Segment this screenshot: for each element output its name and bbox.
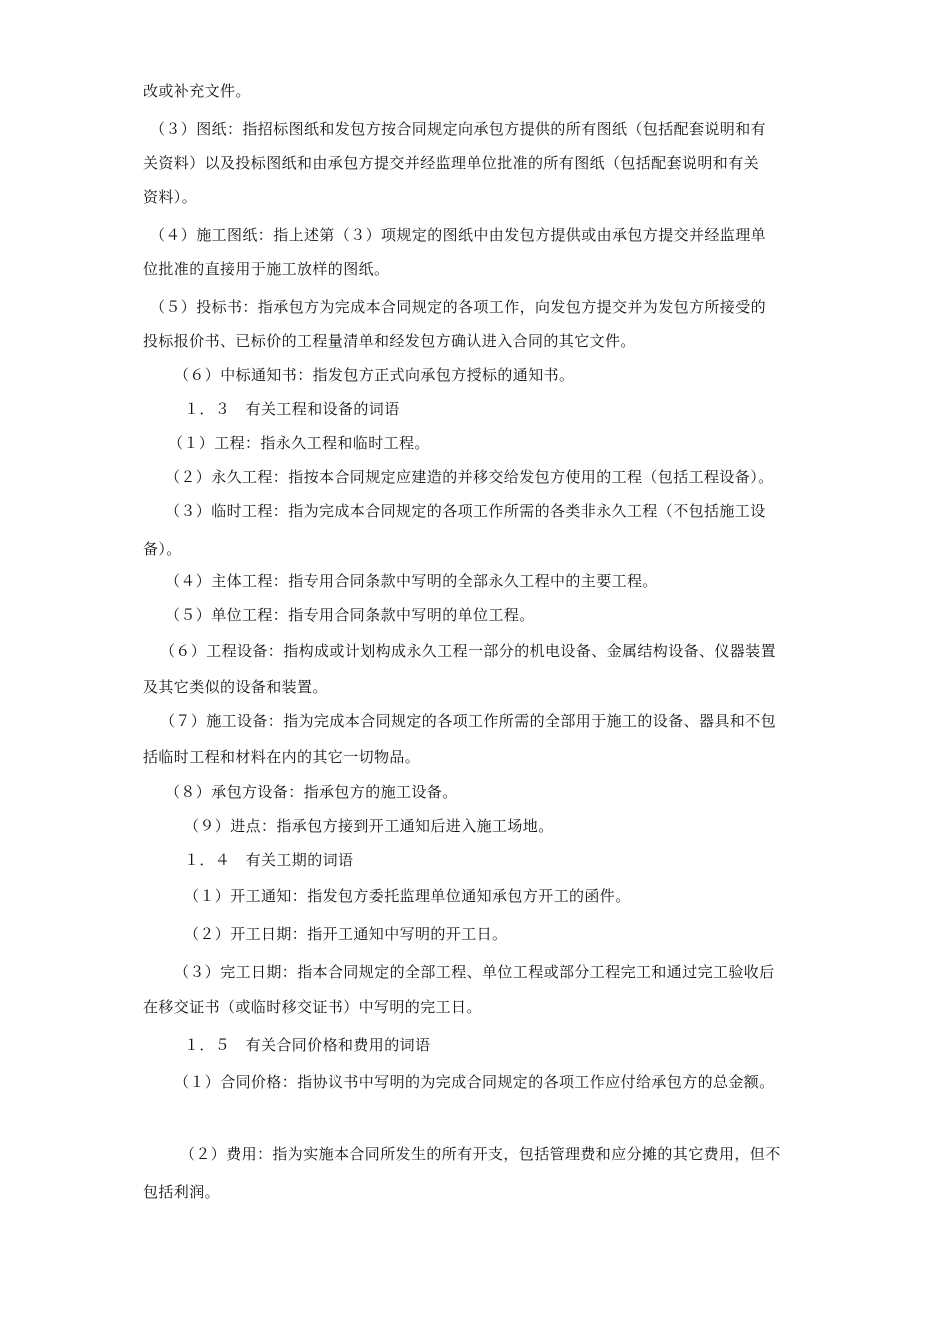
text-line: （６）中标通知书：指发包方正式向承包方授标的通知书。 (174, 366, 575, 384)
text-line: 备）。 (143, 540, 182, 558)
text-line: 资料）。 (143, 188, 198, 206)
text-line: （２）永久工程：指按本合同规定应建造的并移交给发包方使用的工程（包括工程设备）。 (165, 468, 774, 486)
text-line: 投标报价书、已标价的工程量清单和经发包方确认进入合同的其它文件。 (143, 332, 636, 350)
text-line: 在移交证书（或临时移交证书）中写明的完工日。 (143, 998, 482, 1016)
text-line: （１）合同价格：指协议书中写明的为完成合同规定的各项工作应付给承包方的总金额。 (174, 1073, 775, 1091)
text-line: 关资料）以及投标图纸和由承包方提交并经监理单位批准的所有图纸（包括配套说明和有关 (143, 154, 760, 172)
text-line: （５）投标书：指承包方为完成本合同规定的各项工作，向发包方提交并为发包方所接受的 (150, 298, 767, 316)
text-line: （３）图纸：指招标图纸和发包方按合同规定向承包方提供的所有图纸（包括配套说明和有 (150, 120, 767, 138)
text-line: 改或补充文件。 (143, 82, 251, 100)
text-line: 括临时工程和材料在内的其它一切物品。 (143, 748, 421, 766)
text-line: 包括利润。 (143, 1183, 221, 1201)
text-line: （１）开工通知：指发包方委托监理单位通知承包方开工的函件。 (184, 887, 631, 905)
text-line: （２）开工日期：指开工通知中写明的开工日。 (184, 925, 508, 943)
text-line: 及其它类似的设备和装置。 (143, 678, 328, 696)
text-line: （８）承包方设备：指承包方的施工设备。 (165, 783, 458, 801)
text-line: （３）临时工程：指为完成本合同规定的各项工作所需的各类非永久工程（不包括施工设 (165, 502, 766, 520)
text-line: （４）施工图纸：指上述第（３）项规定的图纸中由发包方提供或由承包方提交并经监理单 (150, 226, 767, 244)
text-line: （５）单位工程：指专用合同条款中写明的单位工程。 (165, 606, 535, 624)
text-line: （３）完工日期：指本合同规定的全部工程、单位工程或部分工程完工和通过完工验收后 (174, 963, 775, 981)
text-line: 位批准的直接用于施工放样的图纸。 (143, 260, 390, 278)
text-line: （４）主体工程：指专用合同条款中写明的全部永久工程中的主要工程。 (165, 572, 658, 590)
text-line: （１）工程：指永久工程和临时工程。 (168, 434, 430, 452)
section-heading: １．５ 有关合同价格和费用的词语 (184, 1036, 431, 1054)
text-line: （７）施工设备：指为完成本合同规定的各项工作所需的全部用于施工的设备、器具和不包 (160, 712, 777, 730)
section-heading: １．３ 有关工程和设备的词语 (184, 400, 400, 418)
text-line: （２）费用：指为实施本合同所发生的所有开支，包括管理费和应分摊的其它费用，但不 (180, 1145, 781, 1163)
text-line: （６）工程设备：指构成或计划构成永久工程一部分的机电设备、金属结构设备、仪器装置 (160, 642, 777, 660)
section-heading: １．４ 有关工期的词语 (184, 851, 354, 869)
text-line: （９）进点：指承包方接到开工通知后进入施工场地。 (184, 817, 554, 835)
